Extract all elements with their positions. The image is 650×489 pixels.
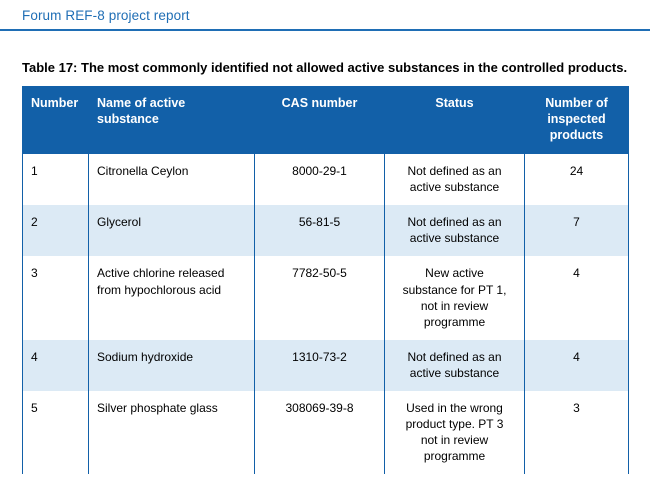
cell-cas: 1310-73-2 bbox=[255, 340, 385, 391]
cell-name: Citronella Ceylon bbox=[89, 154, 255, 206]
cell-number: 5 bbox=[23, 391, 89, 474]
column-header-number: Number bbox=[23, 87, 89, 154]
cell-status bbox=[385, 391, 525, 474]
cell-number: 1 bbox=[23, 154, 89, 206]
status-line: not in review bbox=[420, 433, 489, 448]
cell-name: Sodium hydroxide bbox=[89, 340, 255, 391]
cell-cas: 8000-29-1 bbox=[255, 154, 385, 206]
status-line: product type. PT 3 bbox=[405, 417, 504, 432]
table-row bbox=[23, 154, 629, 206]
cell-number: 3 bbox=[23, 256, 89, 339]
cell-name: Silver phosphate glass bbox=[89, 391, 255, 474]
status-line: Not defined as an bbox=[407, 215, 502, 230]
column-header-name: Name of active substance bbox=[89, 87, 255, 154]
table-row bbox=[23, 391, 629, 474]
document-header bbox=[0, 0, 650, 31]
status-line: Used in the wrong bbox=[406, 400, 503, 415]
cell-cas: 308069-39-8 bbox=[255, 391, 385, 474]
table-container bbox=[22, 86, 628, 474]
cell-inspected: 4 bbox=[525, 256, 629, 339]
status-line: Not defined as an bbox=[407, 164, 502, 179]
column-header-status: Status bbox=[385, 87, 525, 154]
table-row bbox=[23, 205, 629, 256]
cell-inspected: 3 bbox=[525, 391, 629, 474]
cell-status bbox=[385, 256, 525, 339]
table-row bbox=[23, 256, 629, 339]
status-line: programme bbox=[423, 314, 486, 329]
cell-name: Glycerol bbox=[89, 205, 255, 256]
cell-status bbox=[385, 205, 525, 256]
cell-number: 2 bbox=[23, 205, 89, 256]
cell-inspected: 4 bbox=[525, 340, 629, 391]
status-line: Not defined as an bbox=[407, 349, 502, 364]
cell-number: 4 bbox=[23, 340, 89, 391]
table-header-row bbox=[23, 87, 629, 154]
status-line: not in review bbox=[420, 298, 489, 313]
table-caption: Table 17: The most commonly identified not allowed active substances in the controlled products. bbox=[22, 60, 628, 75]
column-header-inspected: Number of inspected products bbox=[525, 87, 629, 154]
cell-inspected: 7 bbox=[525, 205, 629, 256]
status-line: New active bbox=[425, 266, 484, 281]
column-header-cas: CAS number bbox=[255, 87, 385, 154]
cell-cas: 7782-50-5 bbox=[255, 256, 385, 339]
header-title: Forum REF-8 project report bbox=[22, 8, 190, 23]
cell-cas: 56-81-5 bbox=[255, 205, 385, 256]
cell-status bbox=[385, 154, 525, 206]
status-line: active substance bbox=[409, 365, 500, 380]
cell-name: Active chlorine released from hypochlorous acid bbox=[89, 256, 255, 339]
data-table bbox=[22, 86, 629, 474]
status-line: programme bbox=[423, 449, 486, 464]
status-line: active substance bbox=[409, 231, 500, 246]
cell-inspected: 24 bbox=[525, 154, 629, 206]
cell-status bbox=[385, 340, 525, 391]
status-line: active substance bbox=[409, 180, 500, 195]
status-line: substance for PT 1, bbox=[402, 282, 507, 297]
table-row bbox=[23, 340, 629, 391]
